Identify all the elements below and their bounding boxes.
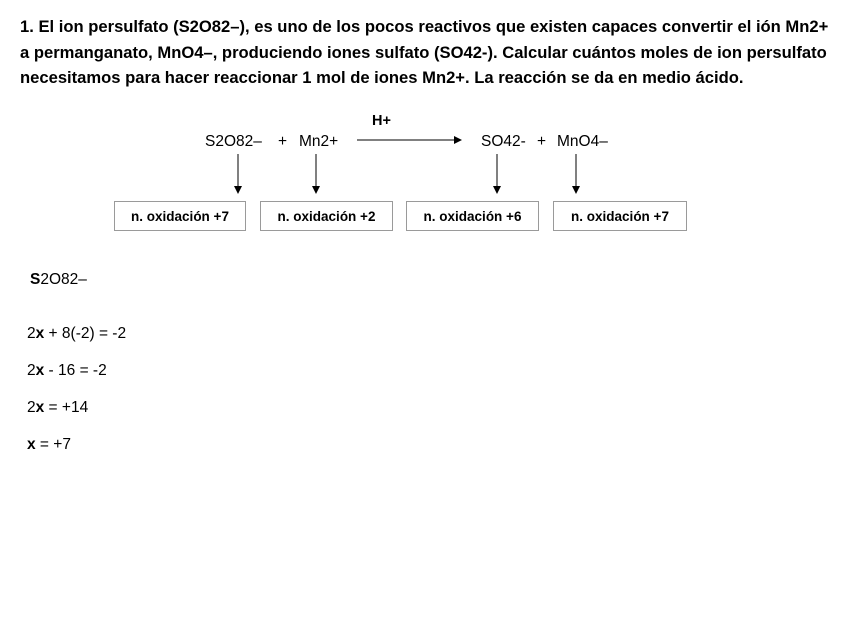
calculation-line-1 <box>27 325 126 343</box>
species-rest: 2O82– <box>40 271 87 288</box>
calculation-line-4 <box>27 436 71 454</box>
oxidation-box-permanganate: n. oxidación +7 <box>553 201 687 231</box>
variable-x: x <box>35 399 45 416</box>
expression: = +14 <box>44 399 89 416</box>
coefficient: 2 <box>27 362 36 379</box>
variable-x: x <box>35 325 45 342</box>
calculation-line-3 <box>27 399 88 417</box>
oxidation-box-sulfate: n. oxidación +6 <box>406 201 539 231</box>
plus-sign-right: + <box>537 133 547 150</box>
oxidation-box-persulfate: n. oxidación +7 <box>114 201 246 231</box>
coefficient: 2 <box>27 325 36 342</box>
coefficient: 2 <box>27 399 36 416</box>
problem-number: 1. <box>20 17 34 36</box>
expression: + 8(-2) = -2 <box>44 325 127 342</box>
reactant-persulfate: S2O82– <box>205 133 262 150</box>
expression: - 16 = -2 <box>44 362 107 379</box>
oxidation-box-manganese: n. oxidación +2 <box>260 201 393 231</box>
catalyst-label: H+ <box>372 113 391 129</box>
product-permanganate: MnO4– <box>557 133 608 150</box>
variable-x: x <box>35 362 45 379</box>
expression: = +7 <box>35 436 71 453</box>
product-sulfate: SO42- <box>481 133 526 150</box>
calculation-species <box>30 271 87 289</box>
species-bold-atom: S <box>30 271 41 288</box>
variable-x: x <box>27 436 36 453</box>
problem-text: El ion persulfato (S2O82–), es uno de los pocos reactivos que existen capaces convertir el ión Mn2+ a permanganato, MnO4–, produciendo iones sulfato (SO42-). Calcular cuántos moles de ion persulfato necesitamos para hacer reaccionar 1 mol de iones Mn2+. La reacción se da en medio ácido. <box>20 17 829 87</box>
plus-sign-left: + <box>278 133 288 150</box>
reactant-manganese: Mn2+ <box>299 133 339 150</box>
calculation-line-2 <box>27 362 107 380</box>
